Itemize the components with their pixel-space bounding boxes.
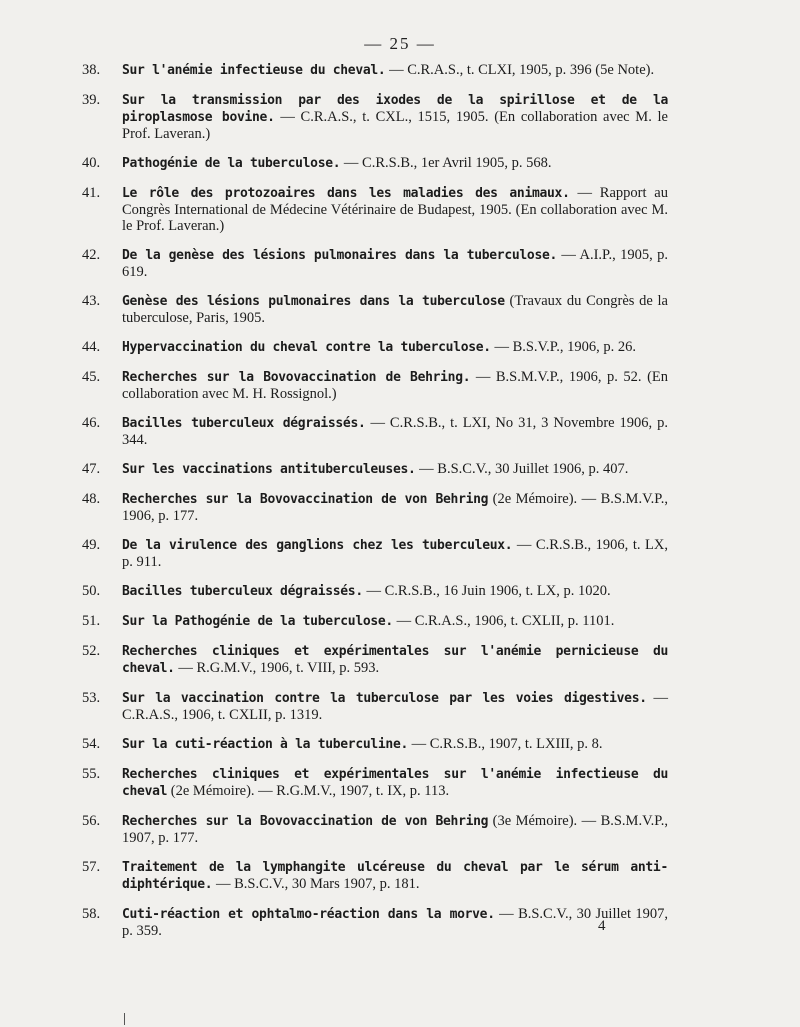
entry-title: Pathogénie de la tuberculose. (122, 156, 341, 171)
list-item (82, 859, 668, 893)
entry-reference: — C.R.A.S., 1906, t. CXLII, p. 1319. (122, 690, 669, 723)
entry-reference: — B.S.C.V., 30 Juillet 1906, p. 407. (415, 461, 629, 477)
list-item (82, 690, 668, 723)
entry-title: Traitement de la lymphangite ulcéreuse du cheval par le sérum anti-diphtérique. (122, 860, 668, 892)
entry-reference: — A.I.P., 1905, p. 619. (122, 247, 668, 280)
list-item (82, 491, 668, 524)
list-item (82, 766, 668, 800)
list-item (82, 906, 668, 939)
list-item (82, 339, 668, 356)
entry-title: Hypervaccination du cheval contre la tuberculose. (122, 340, 491, 355)
entry-number: 43. (82, 293, 101, 309)
list-item (82, 583, 668, 600)
list-item (82, 415, 668, 448)
list-item (82, 736, 668, 753)
entry-number: 46. (82, 415, 101, 431)
list-item (82, 185, 668, 234)
signature-mark: 4 (598, 918, 606, 934)
entry-title: Cuti-réaction et ophtalmo-réaction dans la morve. (122, 907, 495, 922)
list-item (82, 62, 668, 79)
list-item (82, 92, 668, 142)
entry-reference: (2e Mémoire). — R.G.M.V., 1907, t. IX, p. 113. (167, 783, 450, 799)
entry-reference: — B.S.C.V., 30 Mars 1907, p. 181. (212, 876, 420, 892)
margin-mark (124, 1013, 125, 1025)
entry-reference: — C.R.S.B., 1906, t. LX, p. 911. (122, 537, 668, 570)
entry-number: 44. (82, 339, 101, 355)
entry-reference: — B.S.V.P., 1906, p. 26. (490, 339, 636, 355)
entry-number: 51. (82, 613, 101, 629)
entry-number: 54. (82, 736, 101, 752)
entry-reference: — B.S.M.V.P., 1906, p. 52. (En collaboration avec M. H. Rossignol.) (122, 369, 669, 402)
entry-title: Sur l'anémie infectieuse du cheval. (122, 63, 386, 78)
entry-reference: — C.R.S.B., 1907, t. LXIII, p. 8. (408, 736, 603, 752)
entry-title: De la virulence des ganglions chez les tuberculeux. (122, 538, 513, 553)
entry-reference: — C.R.S.B., t. LXI, No 31, 3 Novembre 1906, p. 344. (122, 415, 668, 448)
entry-title: Recherches sur la Bovovaccination de Behring. (122, 370, 471, 385)
page-number: — 25 — (364, 34, 436, 53)
entry-title: Sur les vaccinations antituberculeuses. (122, 462, 416, 477)
entry-number: 39. (82, 92, 101, 108)
entry-number: 52. (82, 643, 101, 659)
entry-title: Sur la transmission par des ixodes de la spirillose et de la piroplasmose bovine. (122, 93, 668, 125)
list-item (82, 369, 668, 402)
entry-title: Sur la Pathogénie de la tuberculose. (122, 614, 393, 629)
entry-number: 48. (82, 491, 101, 507)
entry-number: 57. (82, 859, 101, 875)
entry-title: Genèse des lésions pulmonaires dans la tuberculose (122, 294, 505, 309)
entry-reference: — C.R.S.B., 16 Juin 1906, t. LX, p. 1020. (362, 583, 611, 599)
list-item (82, 813, 668, 846)
entry-number: 40. (82, 155, 101, 171)
list-item (82, 293, 668, 326)
entry-number: 47. (82, 461, 101, 477)
entry-reference: (3e Mémoire). — B.S.M.V.P., 1907, p. 177. (122, 813, 669, 846)
list-item (82, 461, 668, 478)
entry-number: 38. (82, 62, 101, 78)
entry-number: 53. (82, 690, 101, 706)
entry-number: 58. (82, 906, 101, 922)
entry-number: 56. (82, 813, 101, 829)
entry-number: 45. (82, 369, 101, 385)
entry-number: 49. (82, 537, 101, 553)
entry-reference: (Travaux du Congrès de la tuberculose, Paris, 1905. (122, 293, 668, 326)
entry-title: Bacilles tuberculeux dégraissés. (122, 416, 366, 431)
entry-reference: — C.R.A.S., t. CXL., 1515, 1905. (En collaboration avec M. le Prof. Laveran.) (122, 109, 668, 142)
entry-reference: — B.S.C.V., 30 Juillet 1907, p. 359. (122, 906, 669, 939)
entry-reference: — C.R.A.S., t. CLXI, 1905, p. 396 (5e Note). (385, 62, 655, 78)
list-item (82, 247, 668, 280)
bibliography-list (82, 62, 668, 952)
entry-number: 41. (82, 185, 101, 201)
entry-number: 55. (82, 766, 101, 782)
entry-title: Sur la vaccination contre la tuberculose par les voies digestives. (122, 691, 647, 706)
list-item (82, 643, 668, 677)
entry-reference: (2e Mémoire). — B.S.M.V.P., 1906, p. 177. (122, 491, 669, 524)
entry-number: 42. (82, 247, 101, 263)
entry-title: Sur la cuti-réaction à la tuberculine. (122, 737, 409, 752)
list-item (82, 613, 668, 630)
entry-reference: — C.R.A.S., 1906, t. CXLII, p. 1101. (392, 613, 615, 629)
entry-reference: — Rapport au Congrès International de Médecine Vétérinaire de Budapest, 1905. (En collaboration avec M. le Prof. Laveran.) (122, 185, 668, 234)
list-item (82, 537, 668, 570)
entry-title: Recherches cliniques et expérimentales sur l'anémie infectieuse du cheval (122, 767, 668, 799)
entry-title: Bacilles tuberculeux dégraissés. (122, 584, 363, 599)
entry-number: 50. (82, 583, 101, 599)
entry-reference: — C.R.S.B., 1er Avril 1905, p. 568. (340, 155, 552, 171)
entry-title: De la genèse des lésions pulmonaires dans la tuberculose. (122, 248, 558, 263)
entry-title: Le rôle des protozoaires dans les maladies des animaux. (122, 186, 570, 201)
entry-reference: — R.G.M.V., 1906, t. VIII, p. 593. (174, 660, 380, 676)
entry-title: Recherches cliniques et expérimentales sur l'anémie pernicieuse du cheval. (122, 644, 668, 676)
list-item (82, 155, 668, 172)
entry-title: Recherches sur la Bovovaccination de von Behring (122, 814, 489, 829)
entry-title: Recherches sur la Bovovaccination de von Behring (122, 492, 489, 507)
